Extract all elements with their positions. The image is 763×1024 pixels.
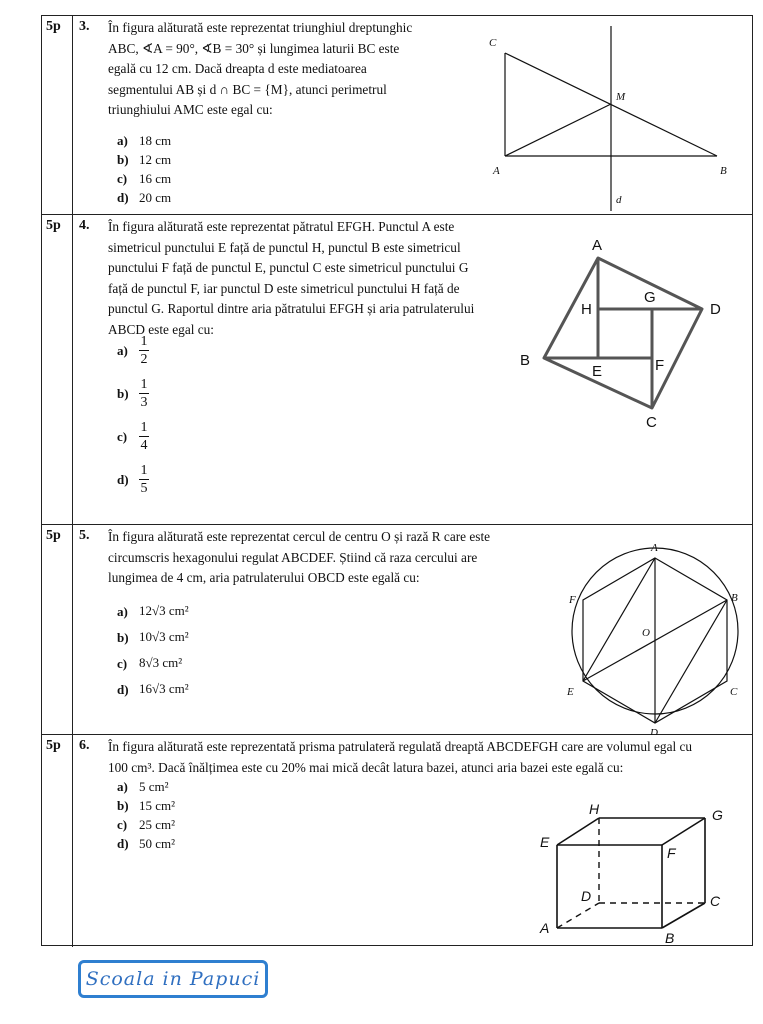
problem-4 [42, 215, 752, 525]
option-a[interactable]: a) 5 cm² [117, 779, 169, 794]
option-b[interactable]: b) 12 cm [117, 152, 172, 167]
problem-statement [108, 18, 448, 121]
segment-am [505, 104, 611, 156]
problem-statement [108, 217, 506, 340]
statement-line: lungimea de 4 cm, aria patrulaterului OBCD este egală cu: [108, 570, 420, 585]
statement-line: În figura alăturată este reprezentată prisma patrulateră regulată dreaptă ABCDEFGH care are volumul egal cu [108, 739, 693, 754]
label-e: E [592, 363, 603, 380]
statement-line: ABCD este egal cu: [108, 321, 214, 337]
label-c: C [489, 37, 497, 49]
fraction: $\frac{1}{2}$ [140, 334, 148, 367]
label-b: B [720, 165, 727, 177]
statement-line: egală cu 12 cm. Dacă dreapta d este mediatoarea [108, 61, 367, 76]
edge-bc [662, 903, 705, 928]
statement-line: În figura alăturată este reprezentat cercul de centru O și rază R care este [108, 529, 491, 544]
edge-he [557, 818, 599, 845]
prism-figure [527, 803, 732, 945]
triangle-figure [482, 26, 762, 216]
problem-number: 5. [79, 528, 90, 543]
label-a: A [651, 542, 658, 554]
label-d: d [616, 194, 622, 206]
statement-line: 100 cm³. Dacă înălțimea este cu 20% mai mică decât latura bazei, atunci aria bazei este egală cu: [108, 759, 624, 775]
answer-options [117, 777, 175, 853]
option-b[interactable]: b) 15 cm² [117, 798, 176, 813]
option-d[interactable]: d) 16√3 cm² [117, 681, 189, 698]
statement-line: circumscris hexagonului regulat ABCDEF. Știind că raza cercului are [108, 549, 478, 565]
statement-line: În figura alăturată este reprezentat triunghiul dreptunghic [108, 20, 413, 35]
problem-number: 6. [79, 738, 90, 753]
problem-3 [42, 16, 752, 215]
label-c: C [710, 893, 721, 909]
exam-sheet [41, 15, 753, 946]
label-a: A [540, 920, 550, 936]
label-a: A [493, 165, 500, 177]
label-d: D [581, 888, 592, 904]
label-h: H [589, 803, 600, 817]
statement-line: punctului F față de punctul E, punctul C este simetricul punctului G [108, 260, 469, 275]
statement-line: triunghiului AMC este egal cu: [108, 102, 273, 117]
hexagon-figure [557, 535, 747, 735]
answer-options [117, 131, 171, 207]
label-f: F [667, 845, 676, 861]
statement-line: punctul G. Raportul dintre aria pătratului EFGH și aria patrulaterului [108, 301, 475, 316]
statement-line: ABC, ∢A = 90°, ∢B = 30° și lungimea laturii BC este [108, 40, 400, 56]
option-c[interactable]: c) 25 cm² [117, 817, 176, 832]
statement-line: simetricul punctului E față de punctul H, punctul B este simetricul [108, 239, 461, 255]
statement-line: În figura alăturată este reprezentat pătratul EFGH. Punctul A este [108, 219, 455, 234]
label-f: F [655, 357, 665, 374]
label-b: B [665, 930, 675, 945]
quadrilateral-abcd [544, 258, 702, 408]
fraction: $\frac{1}{5}$ [140, 463, 148, 496]
problem-statement [108, 737, 748, 778]
label-o: O [642, 627, 650, 639]
option-d[interactable]: d) 50 cm² [117, 836, 176, 851]
points-label: 5p [46, 218, 61, 233]
label-b: B [520, 352, 531, 369]
label-a: A [592, 237, 603, 254]
label-b: B [731, 592, 738, 604]
segment-ea [583, 558, 655, 681]
fraction: $\frac{1}{3}$ [140, 377, 148, 410]
label-f: F [569, 594, 576, 606]
option-d[interactable]: d) $\frac{1}{5}$ [117, 463, 148, 496]
logo: Scoala in Papuci [78, 960, 268, 998]
label-e: E [540, 834, 550, 850]
label-h: H [581, 301, 592, 318]
problem-6 [42, 735, 752, 947]
statement-line: față de punctul F, iar punctul D este simetricul punctului H față de [108, 280, 460, 296]
label-g: G [712, 807, 723, 823]
segment-bd [655, 600, 727, 723]
problem-number: 4. [79, 218, 90, 233]
option-b[interactable]: b) 10√3 cm² [117, 629, 189, 646]
points-label: 5p [46, 528, 61, 543]
statement-line: segmentului AB și d ∩ BC = {M}, atunci perimetrul [108, 81, 387, 97]
label-c: C [646, 414, 657, 431]
option-a[interactable]: a) 12√3 cm² [117, 603, 189, 620]
option-c[interactable]: c) 8√3 cm² [117, 655, 183, 672]
option-d[interactable]: d) 20 cm [117, 190, 172, 205]
edge-fg [662, 818, 705, 845]
problem-statement [108, 527, 548, 589]
fraction: $\frac{1}{4}$ [140, 420, 148, 453]
label-d: D [710, 301, 721, 318]
label-e: E [567, 686, 574, 698]
label-g: G [644, 289, 656, 306]
points-label: 5p [46, 19, 61, 34]
label-c: C [730, 686, 738, 698]
option-b[interactable]: b) $\frac{1}{3}$ [117, 377, 148, 410]
label-m: M [616, 91, 626, 103]
points-label: 5p [46, 738, 61, 753]
label-d: D [650, 727, 658, 735]
option-c[interactable]: c) 16 cm [117, 171, 172, 186]
square-figure [512, 235, 742, 435]
option-c[interactable]: c) $\frac{1}{4}$ [117, 420, 148, 453]
option-a[interactable]: a) $\frac{1}{2}$ [117, 334, 148, 367]
option-a[interactable]: a) 18 cm [117, 133, 172, 148]
hidden-edge-ad [557, 903, 599, 928]
problem-number: 3. [79, 19, 90, 34]
problem-5 [42, 525, 752, 735]
